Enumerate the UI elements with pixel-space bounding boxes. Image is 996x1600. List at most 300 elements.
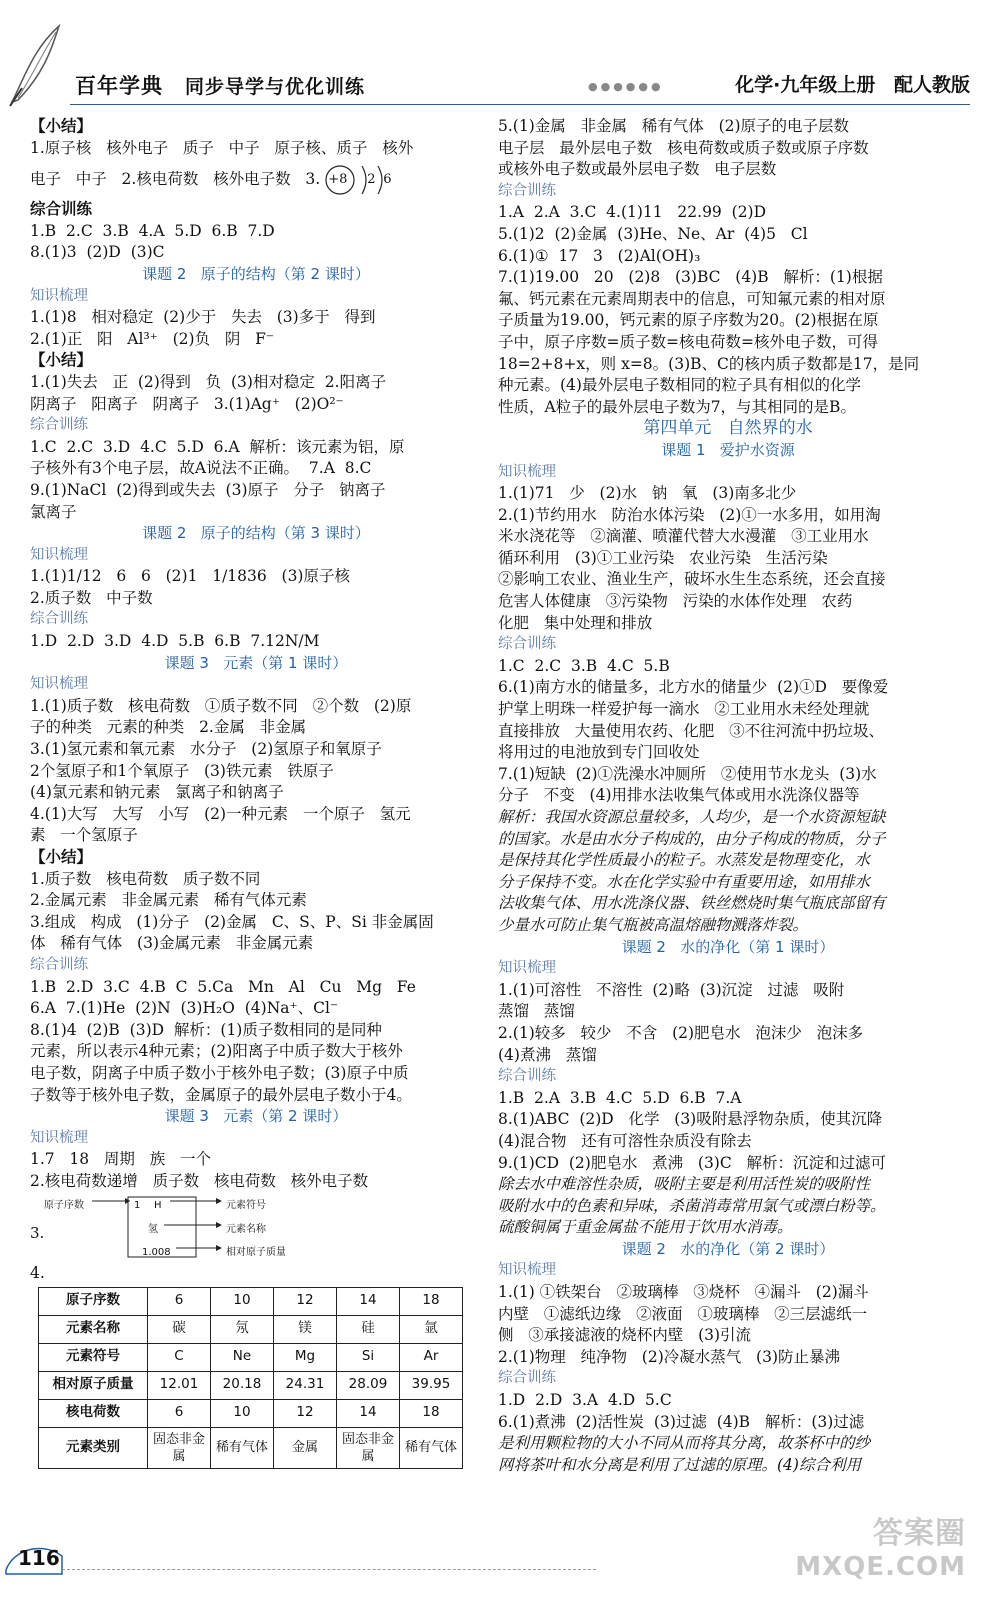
- left-line: [30, 307, 482, 329]
- table-cell: 固态非金属: [148, 1427, 211, 1468]
- page-number-badge: [4, 1538, 64, 1578]
- left-line: [30, 523, 482, 545]
- left-line: [30, 159, 482, 199]
- right-line-text: 子中，原子序数=质子数=核电荷数=核外电子数，可得: [498, 332, 878, 351]
- left-line-text: 9.(1)NaCl (2)得到或失去 (3)原子 分子 钠离子: [30, 480, 386, 499]
- right-line-text: 综合训练: [498, 636, 556, 653]
- left-line: [30, 696, 482, 718]
- left-line: [30, 264, 482, 286]
- footer-divider: [62, 1569, 596, 1570]
- right-line: [498, 1001, 958, 1023]
- left-line: [30, 116, 482, 138]
- table-cell: 稀有气体: [211, 1427, 274, 1468]
- atom-nucleus: +8: [328, 172, 348, 188]
- table-cell: 14: [337, 1399, 400, 1427]
- right-line: [498, 1325, 958, 1347]
- table-cell: 10: [211, 1399, 274, 1427]
- right-line-text: 法收集气体、用水洗涤仪器、铁丝燃烧时集气瓶底部留有: [498, 894, 886, 913]
- right-line-text: 是保持其化学性质最小的粒子。水蒸发是物理变化，水: [498, 851, 871, 870]
- right-line: [498, 267, 958, 289]
- right-line-text: 危害人体健康 ③污染物 污染的水体作处理 农药: [498, 592, 853, 611]
- header-dots: ●●●●●●: [588, 80, 664, 93]
- right-line-text: 氟、钙元素在元素周期表中的信息，可知氟元素的相对原: [498, 289, 886, 308]
- left-line-text: 2.金属元素 非金属元素 稀有气体元素: [30, 891, 307, 910]
- table-cell: 20.18: [211, 1371, 274, 1399]
- right-line: [498, 1196, 958, 1218]
- table-cell: Si: [337, 1343, 400, 1371]
- right-line: [498, 1088, 958, 1110]
- table-cell: 氖: [211, 1315, 274, 1343]
- right-line-text: 8.(1)ABC (2)D 化学 (3)吸附悬浮物杂质，使其沉降: [498, 1110, 883, 1129]
- table-row: [39, 1399, 463, 1427]
- left-line: [30, 933, 482, 955]
- right-line: [498, 116, 958, 138]
- feather-logo-icon: [4, 18, 74, 108]
- cell-mass: 1.008: [142, 1246, 171, 1258]
- right-line-text: 知识梳理: [498, 463, 556, 480]
- right-line: [498, 354, 958, 376]
- table-row: [39, 1427, 463, 1468]
- right-line: [498, 634, 958, 656]
- row-header: 核电荷数: [39, 1399, 148, 1427]
- name-label: 元素名称: [226, 1223, 266, 1235]
- right-line-text: 7.(1)19.00 20 (2)8 (3)BC (4)B 解析：(1)根据: [498, 268, 883, 287]
- right-line-text: 性质，A粒子的最外层电子数为7，与其相同的是B。: [498, 397, 856, 416]
- right-line-text: 5.(1)金属 非金属 稀有气体 (2)原子的电子层数: [498, 117, 850, 135]
- right-line: [498, 483, 958, 505]
- right-line: [498, 159, 958, 181]
- left-line-text: 【小结】: [30, 117, 93, 135]
- right-line-text: ②影响工农业、渔业生产，破坏水生生态系统，还会直接: [498, 570, 886, 589]
- left-line-text: 综合训练: [30, 200, 93, 219]
- table-cell: Mg: [274, 1343, 337, 1371]
- right-line-text: 6.(1)南方水的储量多，北方水的储量少 (2)①D 要像爱: [498, 678, 889, 697]
- subject-title: [735, 70, 970, 97]
- left-line-text: 课题 3 元素（第 1 课时）: [164, 653, 348, 672]
- right-line-text: 或核外电子数或最外层电子数 电子层数: [498, 160, 777, 179]
- right-line-text: 第四单元 自然界的水: [643, 418, 813, 439]
- right-line-text: 18=2+8+x，则 x=8。(3)B、C的核内质子数都是17，是同: [498, 354, 920, 373]
- right-line: [498, 1347, 958, 1369]
- right-line-text: 1.D 2.D 3.A 4.D 5.C: [498, 1391, 672, 1410]
- left-line: [30, 437, 482, 459]
- left-line: [30, 221, 482, 243]
- left-line-text: 4.(1)大写 大写 小写 (2)一种元素 一个原子 氢元: [30, 804, 411, 823]
- left-line: [30, 588, 482, 610]
- right-line-text: 除去水中难溶性杂质，吸附主要是利用活性炭的吸附性: [498, 1175, 871, 1194]
- left-line: [30, 825, 482, 847]
- watermark: [795, 1508, 966, 1582]
- right-line: [498, 893, 958, 915]
- watermark-top: 答案圈: [873, 1516, 966, 1551]
- right-line-text: 2.(1)节约用水 防治水体污染 (2)①一水多用，如用淘: [498, 505, 881, 524]
- table-cell: 24.31: [274, 1371, 337, 1399]
- left-line: [30, 912, 482, 934]
- right-line-text: 6.(1)① 17 3 (2)Al(OH)₃: [498, 246, 701, 265]
- right-line: [498, 1045, 958, 1067]
- left-line-text: 1.质子数 核电荷数 质子数不同: [30, 869, 261, 888]
- left-line-text: 1.(1)质子数 核电荷数 ①质子数不同 ②个数 (2)原: [30, 696, 412, 715]
- atomic-number-label: 原子序数: [44, 1199, 84, 1211]
- right-line: [498, 1412, 958, 1434]
- left-line-text: 2.核电荷数递增 质子数 核电荷数 核外电子数: [30, 1171, 369, 1190]
- left-line-text: 8.(1)4 (2)B (3)D 解析：(1)质子数相同的是同种: [30, 1020, 382, 1039]
- right-line: [498, 915, 958, 937]
- edition-name: 配人教版: [893, 74, 970, 96]
- right-line-text: 1.(1)71 少 (2)水 钠 氧 (3)南多北少: [498, 484, 797, 503]
- left-line: [30, 199, 482, 221]
- right-line: [498, 656, 958, 678]
- watermark-site: MXQE.COM: [795, 1552, 966, 1582]
- right-line: [498, 1109, 958, 1131]
- left-line: [30, 782, 482, 804]
- left-line-text: 子数等于核外电子数，金属原子的最外层电子数小于4。: [30, 1085, 412, 1104]
- right-line-text: 2.(1)物理 纯净物 (2)冷凝水蒸气 (3)防止暴沸: [498, 1347, 841, 1366]
- right-line-text: (4)煮沸 蒸馏: [498, 1045, 597, 1064]
- table-cell: Ne: [211, 1343, 274, 1371]
- left-line-text: 知识梳理: [30, 546, 88, 563]
- left-line: [30, 890, 482, 912]
- left-line: [30, 1128, 482, 1150]
- left-line-text: 1.(1)1/12 6 6 (2)1 1/1836 (3)原子核: [30, 567, 350, 586]
- right-line-text: 子质量为19.00，钙元素的原子序数为20。(2)根据在原: [498, 311, 879, 330]
- table-row: [39, 1343, 463, 1371]
- left-line-text: 子核外有3个电子层，故A说法不正确。 7.A 8.C: [30, 459, 372, 478]
- right-line-text: 侧 ③承接滤液的烧杯内壁 (3)引流: [498, 1326, 752, 1345]
- cell-number: 1: [134, 1199, 141, 1211]
- table-cell: 18: [400, 1399, 463, 1427]
- right-line: [498, 807, 958, 829]
- right-line: [498, 397, 958, 419]
- left-line: [30, 847, 482, 869]
- right-line-text: 课题 1 爱护水资源: [661, 440, 795, 459]
- table-cell: 39.95: [400, 1371, 463, 1399]
- left-line-text: 课题 3 元素（第 2 课时）: [164, 1107, 348, 1126]
- right-line: [498, 742, 958, 764]
- left-line: [30, 415, 482, 437]
- right-line: [498, 138, 958, 160]
- right-line: [498, 829, 958, 851]
- right-line-text: 课题 2 水的净化（第 2 课时）: [621, 1239, 835, 1258]
- right-line: [498, 569, 958, 591]
- right-line-text: 知识梳理: [498, 1262, 556, 1279]
- left-line: [30, 566, 482, 588]
- row-header: 元素类别: [39, 1427, 148, 1468]
- right-line: [498, 872, 958, 894]
- left-line: [30, 1171, 482, 1193]
- table-cell: 28.09: [337, 1371, 400, 1399]
- left-line: [30, 329, 482, 351]
- left-text: [30, 116, 482, 1193]
- left-line-text: 1.原子核 核外电子 质子 中子 原子核、质子 核外: [30, 138, 414, 157]
- atom-structure-diagram: [320, 160, 400, 199]
- left-line-text: 子的种类 元素的种类 2.金属 非金属: [30, 718, 307, 737]
- left-line: [30, 674, 482, 696]
- right-line-text: 吸附水中的色素和异味，杀菌消毒常用氯气或漂白粉等。: [498, 1196, 886, 1215]
- table-cell: 碳: [148, 1315, 211, 1343]
- left-line-text: 知识梳理: [30, 1129, 88, 1146]
- table-cell: 金属: [274, 1427, 337, 1468]
- left-line-text: 1.B 2.C 3.B 4.A 5.D 6.B 7.D: [30, 221, 275, 240]
- right-line-text: 化肥 集中处理和排放: [498, 613, 653, 632]
- right-line: [498, 1023, 958, 1045]
- left-line-text: 电子数，阴离子中质子数小于核外电子数；(3)原子中质: [30, 1063, 409, 1082]
- row-header: 元素名称: [39, 1315, 148, 1343]
- right-line: [498, 526, 958, 548]
- right-line: [498, 332, 958, 354]
- right-line: [498, 375, 958, 397]
- right-line-text: 5.(1)2 (2)金属 (3)He、Ne、Ar (4)5 Cl: [498, 224, 808, 243]
- right-line: [498, 1131, 958, 1153]
- right-line-text: 的国家。水是由水分子构成的，由分子构成的物质，分子: [498, 829, 886, 848]
- left-line-text: 【小结】: [30, 848, 93, 866]
- left-line-text: 1.7 18 周期 族 一个: [30, 1150, 211, 1169]
- right-line-text: 1.B 2.A 3.B 4.C 5.D 6.B 7.A: [498, 1088, 742, 1107]
- table-cell: 6: [148, 1287, 211, 1315]
- left-line-text: 6.A 7.(1)He (2)N (3)H₂O (4)Na⁺、Cl⁻: [30, 999, 339, 1018]
- left-line: [30, 458, 482, 480]
- left-line: [30, 372, 482, 394]
- atom-shell-2: 6: [383, 172, 392, 188]
- header-divider: [70, 104, 970, 105]
- left-line-text: 知识梳理: [30, 676, 88, 693]
- left-line: [30, 1085, 482, 1107]
- left-line-text: 课题 2 原子的结构（第 3 课时）: [142, 524, 370, 543]
- table-cell: 12: [274, 1287, 337, 1315]
- left-line: [30, 350, 482, 372]
- left-column: [30, 116, 482, 1469]
- right-line-text: 电子层 最外层电子数 核电荷数或质子数或原子序数: [498, 138, 869, 157]
- left-line: [30, 804, 482, 826]
- left-line: [30, 631, 482, 653]
- left-line-text: 2个氢原子和1个氧原子 (3)铁元素 铁原子: [30, 761, 334, 780]
- cell-symbol: H: [154, 1199, 162, 1211]
- mass-label: 相对原子质量: [226, 1246, 286, 1258]
- left-line-text: 1.(1)失去 正 (2)得到 负 (3)相对稳定 2.阳离子: [30, 372, 387, 391]
- left-line-text: 电子 中子 2.核电荷数 核外电子数 3.: [30, 170, 321, 189]
- right-line-text: 综合训练: [498, 182, 556, 199]
- left-line-text: 2.(1)正 阳 Al³⁺ (2)负 阴 F⁻: [30, 329, 275, 348]
- right-line-text: 米水浇花等 ②滴灌、喷灌代替大水漫灌 ③工业用水: [498, 527, 869, 546]
- left-line-text: 知识梳理: [30, 287, 88, 304]
- left-line: [30, 1041, 482, 1063]
- table-cell: 硅: [337, 1315, 400, 1343]
- left-line-text: 1.C 2.C 3.D 4.C 5.D 6.A 解析：该元素为铝，原: [30, 437, 405, 456]
- right-line-text: 硫酸铜属于重金属盐不能用于饮用水消毒。: [498, 1218, 793, 1237]
- right-line: [498, 224, 958, 246]
- table-cell: 18: [400, 1287, 463, 1315]
- right-line: [498, 310, 958, 332]
- table-cell: 6: [148, 1399, 211, 1427]
- right-line: [498, 1368, 958, 1390]
- right-line: [498, 1390, 958, 1412]
- left-line: [30, 286, 482, 308]
- table-cell: 12: [274, 1399, 337, 1427]
- atom-shell-1: 2: [367, 172, 376, 188]
- right-line: [498, 613, 958, 635]
- subject-name: 化学·九年级上册: [735, 74, 876, 96]
- right-line-text: 少量水可防止集气瓶被高温熔融物溅落炸裂。: [498, 915, 809, 934]
- right-line-text: 循环利用 (3)①工业污染 农业污染 生活污染: [498, 548, 828, 567]
- left-line-text: 氯离子: [30, 502, 77, 521]
- right-line: [498, 1260, 958, 1282]
- left-line-text: 3.组成 构成 (1)分子 (2)金属 C、S、P、Si 非金属固: [30, 912, 434, 931]
- left-line: [30, 653, 482, 675]
- table-cell: 10: [211, 1287, 274, 1315]
- right-line: [498, 958, 958, 980]
- left-line: [30, 480, 482, 502]
- right-line: [498, 785, 958, 807]
- left-line-text: (4)氯元素和钠元素 氯离子和钠离子: [30, 783, 284, 802]
- table-row: [39, 1287, 463, 1315]
- right-line-text: 将用过的电池放到专门回收处: [498, 743, 700, 762]
- right-line: [498, 1153, 958, 1175]
- right-line-text: 2.(1)较多 较少 不含 (2)肥皂水 泡沫少 泡沫多: [498, 1023, 864, 1042]
- left-line: [30, 761, 482, 783]
- right-line-text: (4)混合物 还有可溶性杂质没有除去: [498, 1131, 752, 1150]
- right-line-text: 蒸馏 蒸馏: [498, 1002, 575, 1021]
- table-cell: 稀有气体: [400, 1427, 463, 1468]
- right-line-text: 网将茶叶和水分离是利用了过滤的原理。(4)综合利用: [498, 1455, 861, 1474]
- right-line: [498, 591, 958, 613]
- right-line-text: 解析：我国水资源总量较多，人均少，是一个水资源短缺: [498, 808, 886, 826]
- element-table: [38, 1287, 463, 1469]
- right-line: [498, 289, 958, 311]
- left-line-text: 综合训练: [30, 417, 88, 434]
- left-line: [30, 609, 482, 631]
- right-line: [498, 764, 958, 786]
- left-line: [30, 739, 482, 761]
- left-line-text: 元素，所以表示4种元素；(2)阳离子中质子数大于核外: [30, 1042, 403, 1061]
- right-line-text: 综合训练: [498, 1068, 556, 1085]
- right-line: [498, 1239, 958, 1261]
- left-line-text: 8.(1)3 (2)D (3)C: [30, 243, 165, 262]
- cell-name: 氢: [148, 1223, 158, 1235]
- right-line: [498, 505, 958, 527]
- left-line: [30, 1149, 482, 1171]
- table-cell: C: [148, 1343, 211, 1371]
- right-line-text: 1.(1)可溶性 不溶性 (2)略 (3)沉淀 过滤 吸附: [498, 980, 845, 999]
- table-cell: Ar: [400, 1343, 463, 1371]
- right-line: [498, 937, 958, 959]
- left-line-text: 2.质子数 中子数: [30, 588, 153, 607]
- symbol-label: 元素符号: [226, 1199, 266, 1211]
- left-line: [30, 502, 482, 524]
- left-line: [30, 977, 482, 999]
- right-line: [498, 980, 958, 1002]
- left-line-text: 体 稀有气体 (3)金属元素 非金属元素: [30, 934, 314, 953]
- diagram-number: 3.: [30, 1223, 45, 1242]
- table-cell: 镁: [274, 1315, 337, 1343]
- right-line: [498, 721, 958, 743]
- table-number: 4.: [30, 1263, 45, 1282]
- right-line: [498, 1282, 958, 1304]
- right-line-text: 课题 2 水的净化（第 1 课时）: [621, 937, 835, 956]
- row-header: 元素符号: [39, 1343, 148, 1371]
- element-cell-diagram: [30, 1193, 482, 1263]
- row-header: 原子序数: [39, 1287, 148, 1315]
- right-line: [498, 1304, 958, 1326]
- left-line: [30, 1063, 482, 1085]
- right-line: [498, 1066, 958, 1088]
- left-line-text: 【小结】: [30, 351, 93, 370]
- right-line-text: 种元素。(4)最外层电子数相同的粒子具有相似的化学: [498, 376, 861, 395]
- right-line-text: 9.(1)CD (2)肥皂水 煮沸 (3)C 解析：沉淀和过滤可: [498, 1153, 887, 1172]
- left-line-text: 综合训练: [30, 956, 88, 973]
- right-line: [498, 1174, 958, 1196]
- right-line: [498, 246, 958, 268]
- right-line: [498, 202, 958, 224]
- row-header: 相对原子质量: [39, 1371, 148, 1399]
- right-line-text: 直接排放 大量使用农药、化肥 ③不往河流中扔垃圾、: [498, 721, 885, 740]
- right-line: [498, 181, 958, 203]
- left-line-text: 阴离子 阳离子 阴离子 3.(1)Ag⁺ (2)O²⁻: [30, 394, 344, 413]
- right-line-text: 综合训练: [498, 1370, 556, 1387]
- left-line: [30, 394, 482, 416]
- right-line: [498, 699, 958, 721]
- page-header: [0, 0, 996, 112]
- right-line-text: 1.(1) ①铁架台 ②玻璃棒 ③烧杯 ④漏斗 (2)漏斗: [498, 1283, 869, 1302]
- left-line: [30, 717, 482, 739]
- table-cell: 14: [337, 1287, 400, 1315]
- right-line-text: 知识梳理: [498, 960, 556, 977]
- right-line-text: 1.C 2.C 3.B 4.C 5.B: [498, 656, 670, 675]
- brand-name: 百年学典: [75, 74, 163, 98]
- left-line-text: 3.(1)氢元素和氧元素 水分子 (2)氢原子和氧原子: [30, 740, 382, 759]
- right-line: [498, 677, 958, 699]
- page-number: 116: [18, 1546, 60, 1570]
- left-line: [30, 955, 482, 977]
- left-line: [30, 1106, 482, 1128]
- left-line-text: 1.(1)8 相对稳定 (2)少于 失去 (3)多于 得到: [30, 308, 376, 327]
- table-row: [39, 1315, 463, 1343]
- right-line-text: 内壁 ①滤纸边缘 ②液面 ①玻璃棒 ②三层滤纸一: [498, 1304, 868, 1323]
- left-line-text: 1.D 2.D 3.D 4.D 5.B 6.B 7.12N/M: [30, 632, 320, 651]
- right-line: [498, 548, 958, 570]
- left-line: [30, 1020, 482, 1042]
- left-line: [30, 138, 482, 160]
- left-line: [30, 998, 482, 1020]
- left-line-text: 综合训练: [30, 611, 88, 628]
- right-line-text: 7.(1)短缺 (2)①洗澡水冲厕所 ②使用节水龙头 (3)水: [498, 764, 877, 783]
- left-line-text: 素 一个氢原子: [30, 826, 138, 845]
- series-name: 同步导学与优化训练: [184, 76, 365, 98]
- right-line-text: 是利用颗粒物的大小不同从而将其分离，故茶杯中的纱: [498, 1434, 871, 1453]
- right-line: [498, 1455, 958, 1477]
- left-line: [30, 545, 482, 567]
- left-line-text: 课题 2 原子的结构（第 2 课时）: [142, 264, 370, 283]
- right-line: [498, 1217, 958, 1239]
- right-line-text: 1.A 2.A 3.C 4.(1)11 22.99 (2)D: [498, 203, 767, 222]
- table-cell: 氩: [400, 1315, 463, 1343]
- right-line-text: 分子保持不变。水在化学实验中有重要用途，如用排水: [498, 872, 871, 891]
- right-line: [498, 418, 958, 440]
- right-line-text: 护掌上明珠一样爱护每一滴水 ②工业用水未经处理就: [498, 700, 870, 719]
- right-line: [498, 440, 958, 462]
- table-row: [39, 1371, 463, 1399]
- brand-title: [75, 70, 365, 100]
- right-line: [498, 850, 958, 872]
- right-line: [498, 1433, 958, 1455]
- table-cell: 12.01: [148, 1371, 211, 1399]
- right-column: [498, 116, 958, 1476]
- left-line-text: 1.B 2.D 3.C 4.B C 5.Ca Mn Al Cu Mg Fe: [30, 977, 416, 996]
- right-line-text: 分子 不变 (4)用排水法收集气体或用水洗涤仪器等: [498, 786, 860, 805]
- right-line-text: 6.(1)煮沸 (2)活性炭 (3)过滤 (4)B 解析：(3)过滤: [498, 1412, 865, 1431]
- left-line: [30, 869, 482, 891]
- left-line: [30, 242, 482, 264]
- right-line: [498, 462, 958, 484]
